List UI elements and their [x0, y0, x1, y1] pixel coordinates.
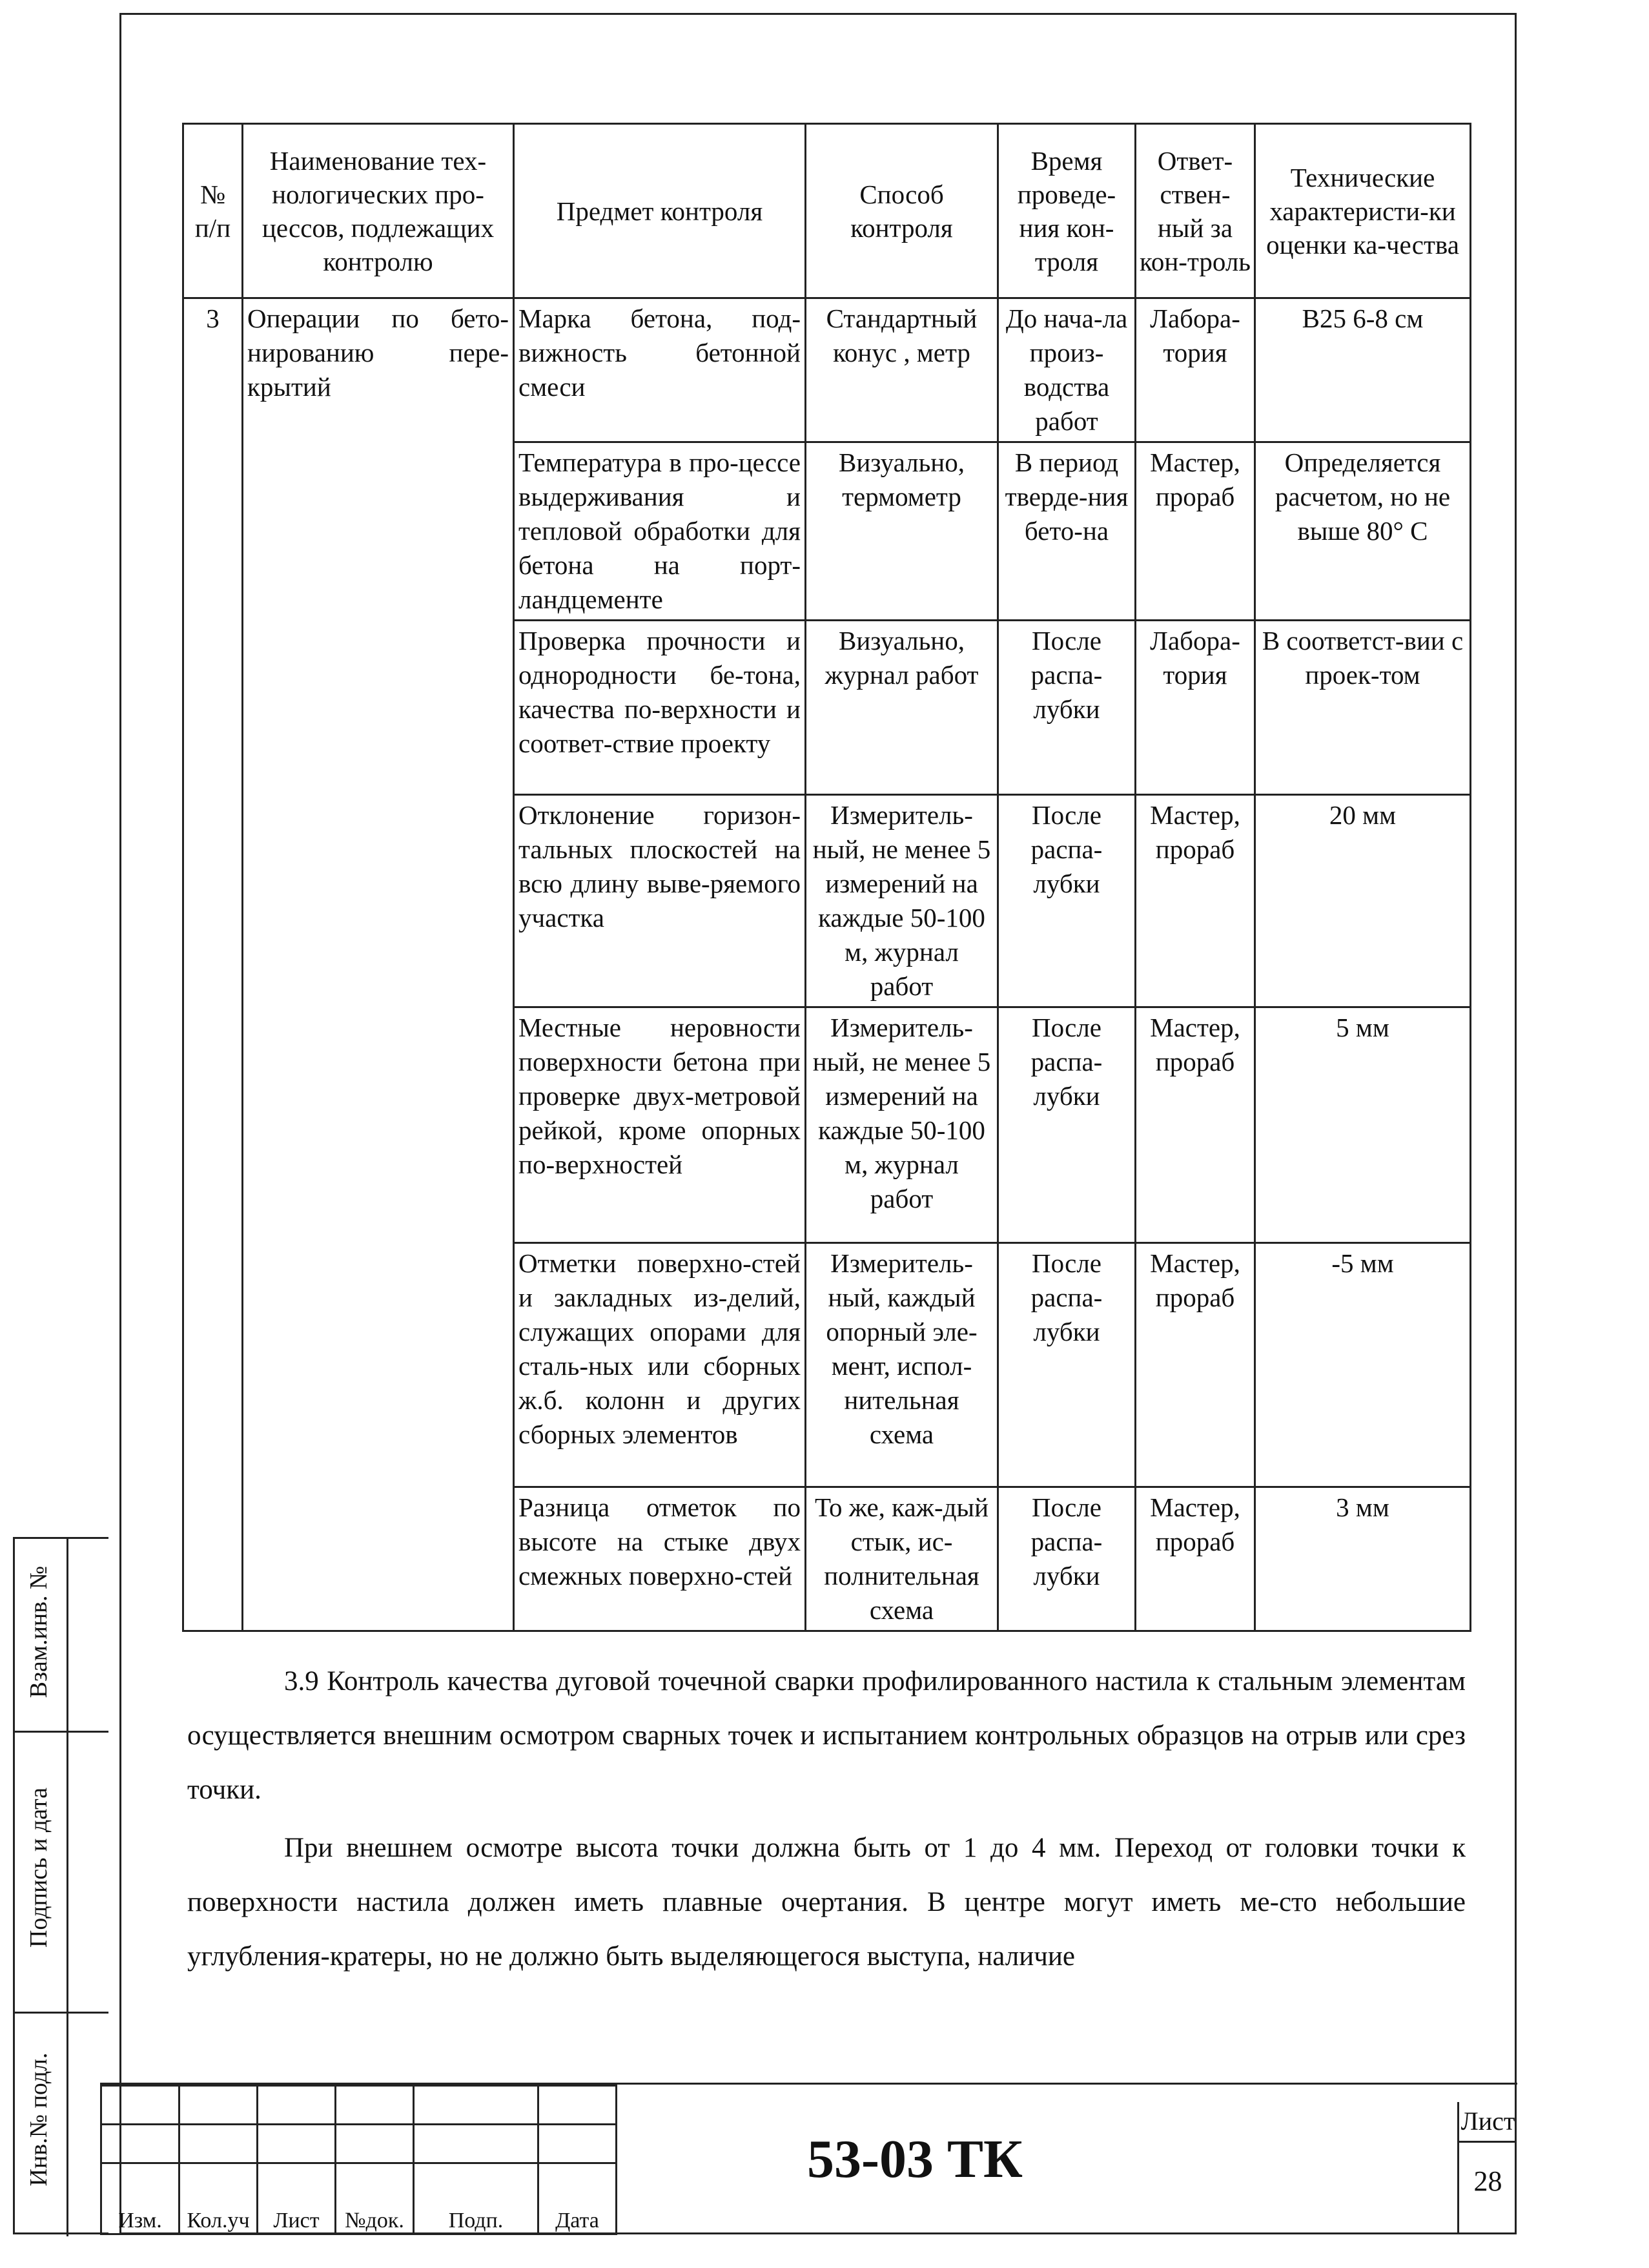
cell-time: До нача-ла произ-водства работ	[998, 298, 1136, 442]
cell-responsible: Лабора-тория	[1136, 621, 1255, 795]
cell-spec: Определяется расчетом, но не выше 80° С	[1255, 442, 1471, 621]
stamp-label-list: Лист	[258, 2163, 336, 2234]
cell-method: Стандартный конус , метр	[806, 298, 998, 442]
stamp-label-izm: Изм.	[101, 2163, 179, 2234]
cell-method: Измеритель-ный, не менее 5 измерений на каждые 50-100 м, журнал работ	[806, 795, 998, 1007]
cell-time: После распа-лубки	[998, 1007, 1136, 1243]
paragraph-3-9: 3.9 Контроль качества дуговой точечной сварки профилированного настила к стальным элементам осуществляется внешним осмотром сварных точек и испытанием контрольных образцов на отрыв или срез точки.	[187, 1666, 1466, 1805]
stamp-label-data: Дата	[538, 2163, 617, 2234]
cell-responsible: Лабора-тория	[1136, 298, 1255, 442]
cell-spec: -5 мм	[1255, 1243, 1471, 1487]
paragraph-inspection: При внешнем осмотре высота точки должна быть от 1 до 4 мм. Переход от головки точки к поверхности настила должен иметь плавные очертания. В центре могут иметь ме-сто небольшие углубления-кратеры, но не должно быть выделяющегося выступа, наличие	[187, 1833, 1466, 1972]
document-code: 53-03 ТК	[807, 2129, 1023, 2189]
quality-control-table	[182, 123, 1471, 1632]
row-number: 3	[183, 298, 243, 1631]
header-spec: Технические характеристи-ки оценки ка-чества	[1255, 124, 1471, 298]
header-process: Наименование тех-нологических про-цессов, подлежащих контролю	[243, 124, 514, 298]
header-responsible: Ответ-ствен-ный за кон-троль	[1136, 124, 1255, 298]
cell-subject: Местные неровности поверхности бетона при проверке двух-метровой рейкой, кроме опорных по-верхностей	[514, 1007, 806, 1243]
cell-spec: 5 мм	[1255, 1007, 1471, 1243]
cell-subject: Отклонение горизон-тальных плоскостей на всю длину выве-ряемого участка	[514, 795, 806, 1007]
stamp-label-ndok: №док.	[336, 2163, 414, 2234]
cell-subject: Температура в про-цессе выдерживания и тепловой обработки для бетона на порт-ландцементе	[514, 442, 806, 621]
cell-subject: Проверка прочности и однородности бе-тона, качества по-верхности и соответ-ствие проекту	[514, 621, 806, 795]
cell-responsible: Мастер, прораб	[1136, 795, 1255, 1007]
cell-time: После распа-лубки	[998, 1243, 1136, 1487]
cell-method: Измеритель-ный, не менее 5 измерений на каждые 50-100 м, журнал работ	[806, 1007, 998, 1243]
header-method: Способ контроля	[806, 124, 998, 298]
revision-grid	[100, 2085, 617, 2235]
sheet-number: 28	[1473, 2165, 1502, 2197]
sidebar-divider	[13, 1731, 108, 1733]
cell-spec: В соответст-вии с проек-том	[1255, 621, 1471, 795]
cell-responsible: Мастер, прораб	[1136, 1243, 1255, 1487]
cell-method: То же, каж-дый стык, ис-полнительная схема	[806, 1487, 998, 1631]
header-time: Время проведе-ния кон-троля	[998, 124, 1136, 298]
row-process: Операции по бето-нированию пере-крытий	[243, 298, 514, 1631]
cell-time: После распа-лубки	[998, 1487, 1136, 1631]
table-header-row	[183, 124, 1471, 298]
cell-responsible: Мастер, прораб	[1136, 1007, 1255, 1243]
cell-method: Визуально, термометр	[806, 442, 998, 621]
cell-spec: В25 6-8 см	[1255, 298, 1471, 442]
cell-time: В период тверде-ния бето-на	[998, 442, 1136, 621]
cell-time: После распа-лубки	[998, 621, 1136, 795]
cell-spec: 3 мм	[1255, 1487, 1471, 1631]
stamp-label-kol: Кол.уч	[179, 2163, 258, 2234]
header-number: № п/п	[183, 124, 243, 298]
cell-time: После распа-лубки	[998, 795, 1136, 1007]
cell-method: Визуально, журнал работ	[806, 621, 998, 795]
cell-spec: 20 мм	[1255, 795, 1471, 1007]
cell-responsible: Мастер, прораб	[1136, 1487, 1255, 1631]
cell-subject: Отметки поверхно-стей и закладных из-делий, служащих опорами для сталь-ных или сборных ж.б. колонн и других сборных элементов	[514, 1243, 806, 1487]
stamp-label-podp: Подп.	[414, 2163, 538, 2234]
sidebar-divider	[13, 2012, 108, 2014]
sidebar-inv-no: Инв.№ подл.	[25, 2052, 52, 2187]
sheet-box	[1457, 2102, 1517, 2234]
cell-subject: Разница отметок по высоте на стыке двух смежных поверхно-стей	[514, 1487, 806, 1631]
sidebar-signature-date: Подпись и дата	[25, 1787, 52, 1948]
table-row	[183, 298, 1471, 442]
header-subject: Предмет контроля	[514, 124, 806, 298]
sheet-label: Лист	[1459, 2102, 1517, 2143]
cell-subject: Марка бетона, под-вижность бетонной смеси	[514, 298, 806, 442]
sidebar-replaced-inv: Взам.инв. №	[25, 1565, 52, 1698]
cell-responsible: Мастер, прораб	[1136, 442, 1255, 621]
cell-method: Измеритель-ный, каждый опорный эле-мент, испол-нительная схема	[806, 1243, 998, 1487]
